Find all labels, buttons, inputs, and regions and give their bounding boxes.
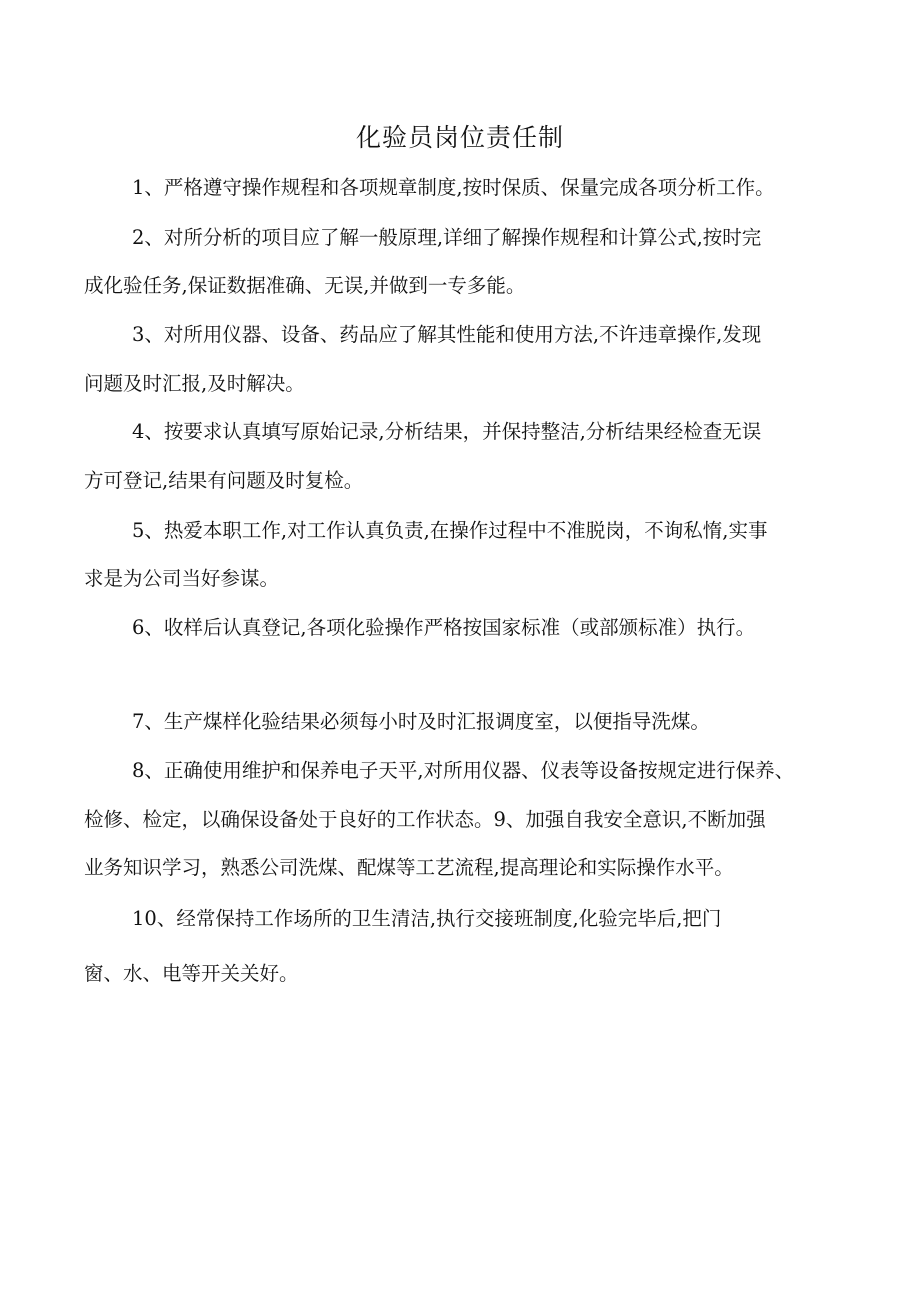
duty-item-4-line-2: 方可登记,结果有问题及时复检。 xyxy=(84,469,364,492)
duty-item-10-line-2: 窗、水、电等开关关好。 xyxy=(84,962,299,985)
duty-item-2-line-2: 成化验任务,保证数据准确、无误,并做到一专多能。 xyxy=(84,274,526,297)
duty-item-5-line-1: 5、热爱本职工作,对工作认真负责,在操作过程中不准脱岗，不询私惰,实事 xyxy=(132,519,768,542)
duty-item-8-9-line: 检修、检定，以确保设备处于良好的工作状态。9、加强自我安全意识,不断加强 xyxy=(84,808,766,831)
duty-item-2-line-1: 2、对所分析的项目应了解一般原理,详细了解操作规程和计算公式,按时完 xyxy=(132,226,762,249)
duty-item-5-line-2: 求是为公司当好参谋。 xyxy=(84,567,280,590)
duty-item-3-line-1: 3、对所用仪器、设备、药品应了解其性能和使用方法,不许违章操作,发现 xyxy=(132,323,762,346)
duty-item-6: 6、收样后认真登记,各项化验操作严格按国家标准（或部颁标准）执行。 xyxy=(132,616,756,639)
duty-item-8-line-1: 8、正确使用维护和保养电子天平,对所用仪器、仪表等设备按规定进行保养、 xyxy=(132,759,795,782)
duty-item-4-line-1: 4、按要求认真填写原始记录,分析结果，并保持整洁,分析结果经检查无误 xyxy=(132,420,762,443)
duty-item-1: 1、严格遵守操作规程和各项规章制度,按时保质、保量完成各项分析工作。 xyxy=(132,176,775,199)
duty-item-7: 7、生产煤样化验结果必须每小时及时汇报调度室，以便指导洗煤。 xyxy=(132,710,710,733)
duty-item-3-line-2: 问题及时汇报,及时解决。 xyxy=(84,372,305,395)
duty-item-9-line-2: 业务知识学习，熟悉公司洗煤、配煤等工艺流程,提高理论和实际操作水平。 xyxy=(84,856,734,879)
duty-item-10-line-1: 10、经常保持工作场所的卫生清洁,执行交接班制度,化验完毕后,把门 xyxy=(132,907,722,930)
document-title: 化验员岗位责任制 xyxy=(355,123,564,152)
